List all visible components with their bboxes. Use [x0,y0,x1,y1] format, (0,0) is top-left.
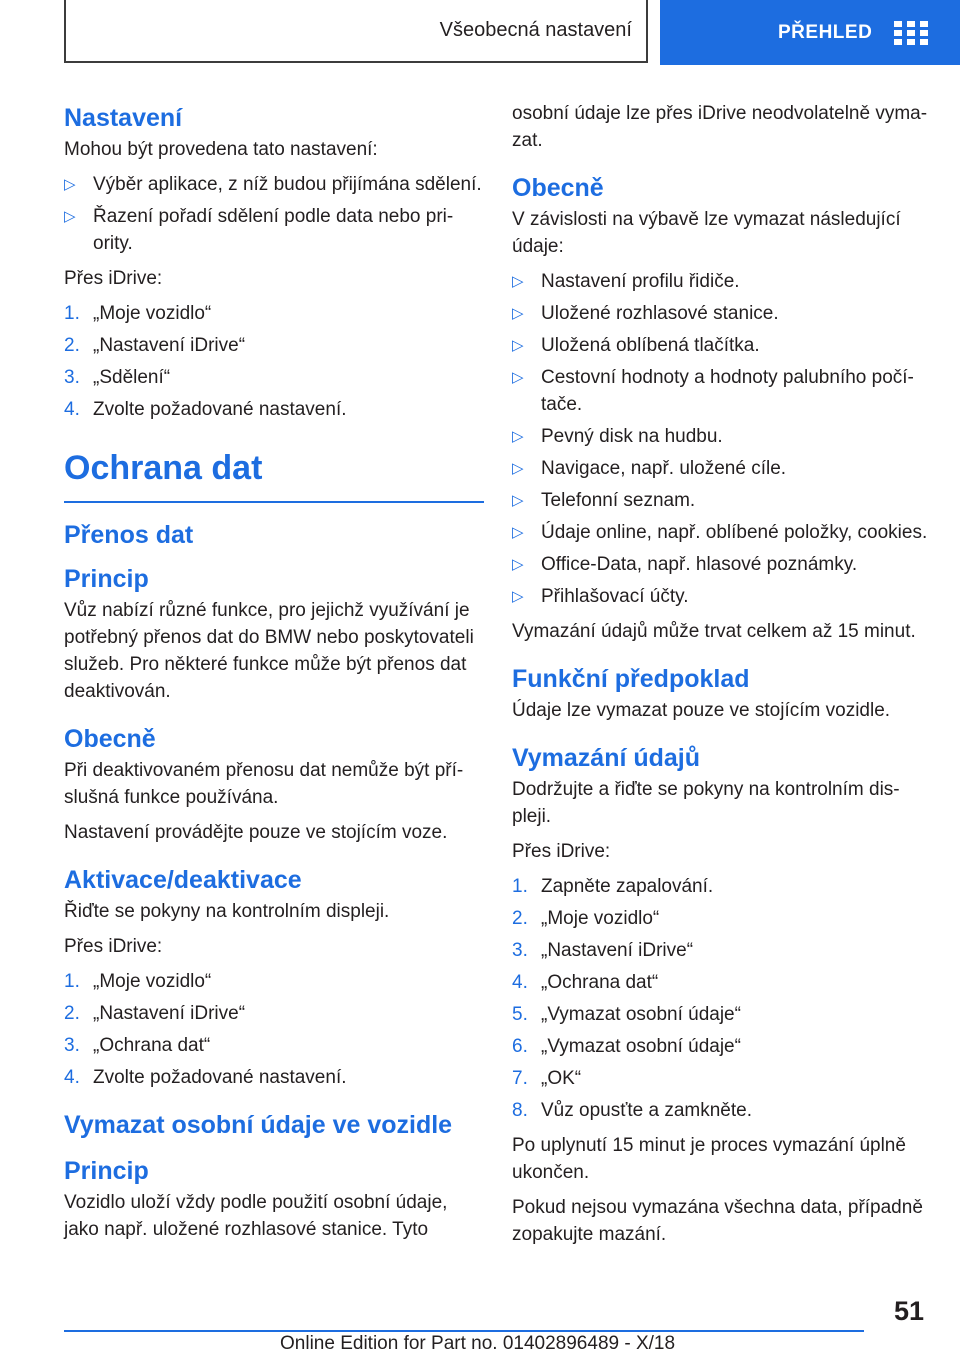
triangle-bullet-icon: ▷ [64,176,76,193]
list-item: 2. „Moje vozidlo“ [512,908,660,929]
list-item: 3. „Ochrana dat“ [64,1035,211,1056]
heading-funkcni-predpoklad: Funkční předpoklad [512,665,750,693]
list-item: ▷ Přihlašovací účty. [512,583,932,610]
nastaveni-bullet-list [64,171,484,257]
list-item: ▷ Pevný disk na hudbu. [512,423,932,450]
list-item: 5. „Vymazat osobní údaje“ [512,1004,741,1025]
triangle-bullet-icon: ▷ [512,492,524,509]
list-item: 7. „OK“ [512,1068,582,1089]
via-idrive-label: Přes iDrive: [512,841,611,862]
list-item: ▷ Navigace, např. uložené cíle. [512,455,932,482]
triangle-bullet-icon: ▷ [512,305,524,322]
aktivace-text: Řiďte se pokyny na kontrolním displeji. [64,901,390,922]
list-item: ▷ Cestovní hodnoty a hodnoty palubního počí-tače. [512,364,932,418]
list-item: 2. „Nastavení iDrive“ [64,1003,246,1024]
heading-obecne-right: Obecně [512,174,604,202]
overview-label: PŘEHLED [778,21,873,43]
obecne-text-1: Při deaktivovaném přenosu dat nemůže být pří-slušná funkce používána. [64,760,464,808]
obecne-right-text: V závislosti na výbavě lze vymazat následující údaje: [512,209,901,257]
list-item: ▷ Uložená oblíbená tlačítka. [512,332,932,359]
after-text-1: Po uplynutí 15 minut je proces vymazání úplně ukončen. [512,1135,906,1183]
triangle-bullet-icon: ▷ [512,588,524,605]
list-item: ▷ Údaje online, např. oblíbené položky, cookies. [512,519,932,546]
via-idrive-label: Přes iDrive: [64,936,163,957]
list-item: ▷ Nastavení profilu řidiče. [512,268,932,295]
list-item: 1. „Moje vozidlo“ [64,303,212,324]
heading-princip: Princip [64,565,149,593]
footer-divider [64,1330,864,1332]
list-item: 3. „Sdělení“ [64,367,171,388]
list-item: 2. „Nastavení iDrive“ [64,335,246,356]
list-item: 6. „Vymazat osobní údaje“ [512,1036,741,1057]
heading-vymazani-udaju: Vymazání údajů [512,744,701,772]
list-item: ▷ Řazení pořadí sdělení podle data nebo pri-ority. [64,203,484,257]
list-item: ▷ Telefonní seznam. [512,487,932,514]
heading-ochrana-dat: Ochrana dat [64,445,484,503]
heading-vymazat-osobni-udaje: Vymazat osobní údaje ve vozidle [64,1111,453,1139]
steps-list-2 [64,968,484,1091]
obecne-text-2: Nastavení provádějte pouze ve stojícím voze. [64,822,448,843]
page-number: 51 [894,1296,925,1326]
header-section-tab[interactable] [64,0,648,63]
heading-prenos-dat: Přenos dat [64,521,194,549]
triangle-bullet-icon: ▷ [512,337,524,354]
via-idrive-label: Přes iDrive: [64,268,163,289]
nastaveni-intro: Mohou být provedena tato nastavení: [64,139,378,160]
overview-button[interactable] [660,0,960,65]
list-item: 4. Zvolte požadované nastavení. [64,399,347,420]
list-item: ▷ Uložené rozhlasové stanice. [512,300,932,327]
continued-text: osobní údaje lze přes iDrive neodvolatelně vyma-zat. [512,103,928,151]
list-item: 3. „Nastavení iDrive“ [512,940,694,961]
steps-list-3 [512,873,932,1124]
triangle-bullet-icon: ▷ [512,524,524,541]
list-item: ▷ Výběr aplikace, z níž budou přijímána sdělení. [64,171,484,198]
steps-list-1 [64,300,484,423]
list-item: 4. „Ochrana dat“ [512,972,659,993]
heading-aktivace: Aktivace/deaktivace [64,866,302,894]
heading-obecne: Obecně [64,725,156,753]
princip-text: Vůz nabízí různé funkce, pro jejichž využívání je potřebný přenos dat do BMW nebo poskytovateli služeb. Pro některé funkce může být přenos dat deaktivován. [64,600,474,702]
list-item: ▷ Office-Data, např. hlasové poznámky. [512,551,932,578]
princip2-text: Vozidlo uloží vždy podle použití osobní údaje, jako např. uložené rozhlasové stanice. Tyto [64,1192,448,1240]
triangle-bullet-icon: ▷ [512,428,524,445]
triangle-bullet-icon: ▷ [512,556,524,573]
predpoklad-text: Údaje lze vymazat pouze ve stojícím vozidle. [512,700,891,721]
list-item: 4. Zvolte požadované nastavení. [64,1067,347,1088]
vymazani-text: Dodržujte a řiďte se pokyny na kontrolním dis-pleji. [512,779,900,827]
header-section-title: Všeobecná nastavení [439,19,632,41]
footer-edition-text: Online Edition for Part no. 01402896489 - X/18 [280,1333,676,1354]
triangle-bullet-icon: ▷ [512,273,524,290]
list-item: 1. Zapněte zapalování. [512,876,714,897]
list-item: 1. „Moje vozidlo“ [64,971,212,992]
duration-text: Vymazání údajů může trvat celkem až 15 minut. [512,621,916,642]
triangle-bullet-icon: ▷ [64,208,76,225]
triangle-bullet-icon: ▷ [512,460,524,477]
right-column [512,100,932,1256]
heading-nastaveni: Nastavení [64,104,183,132]
triangle-bullet-icon: ▷ [512,369,524,386]
left-column [64,100,484,1251]
after-text-2: Pokud nejsou vymazána všechna data, případně zopakujte mazání. [512,1197,923,1245]
list-item: 8. Vůz opusťte a zamkněte. [512,1100,752,1121]
grid-icon [894,21,928,45]
data-bullet-list [512,268,932,610]
heading-princip-2: Princip [64,1157,149,1185]
